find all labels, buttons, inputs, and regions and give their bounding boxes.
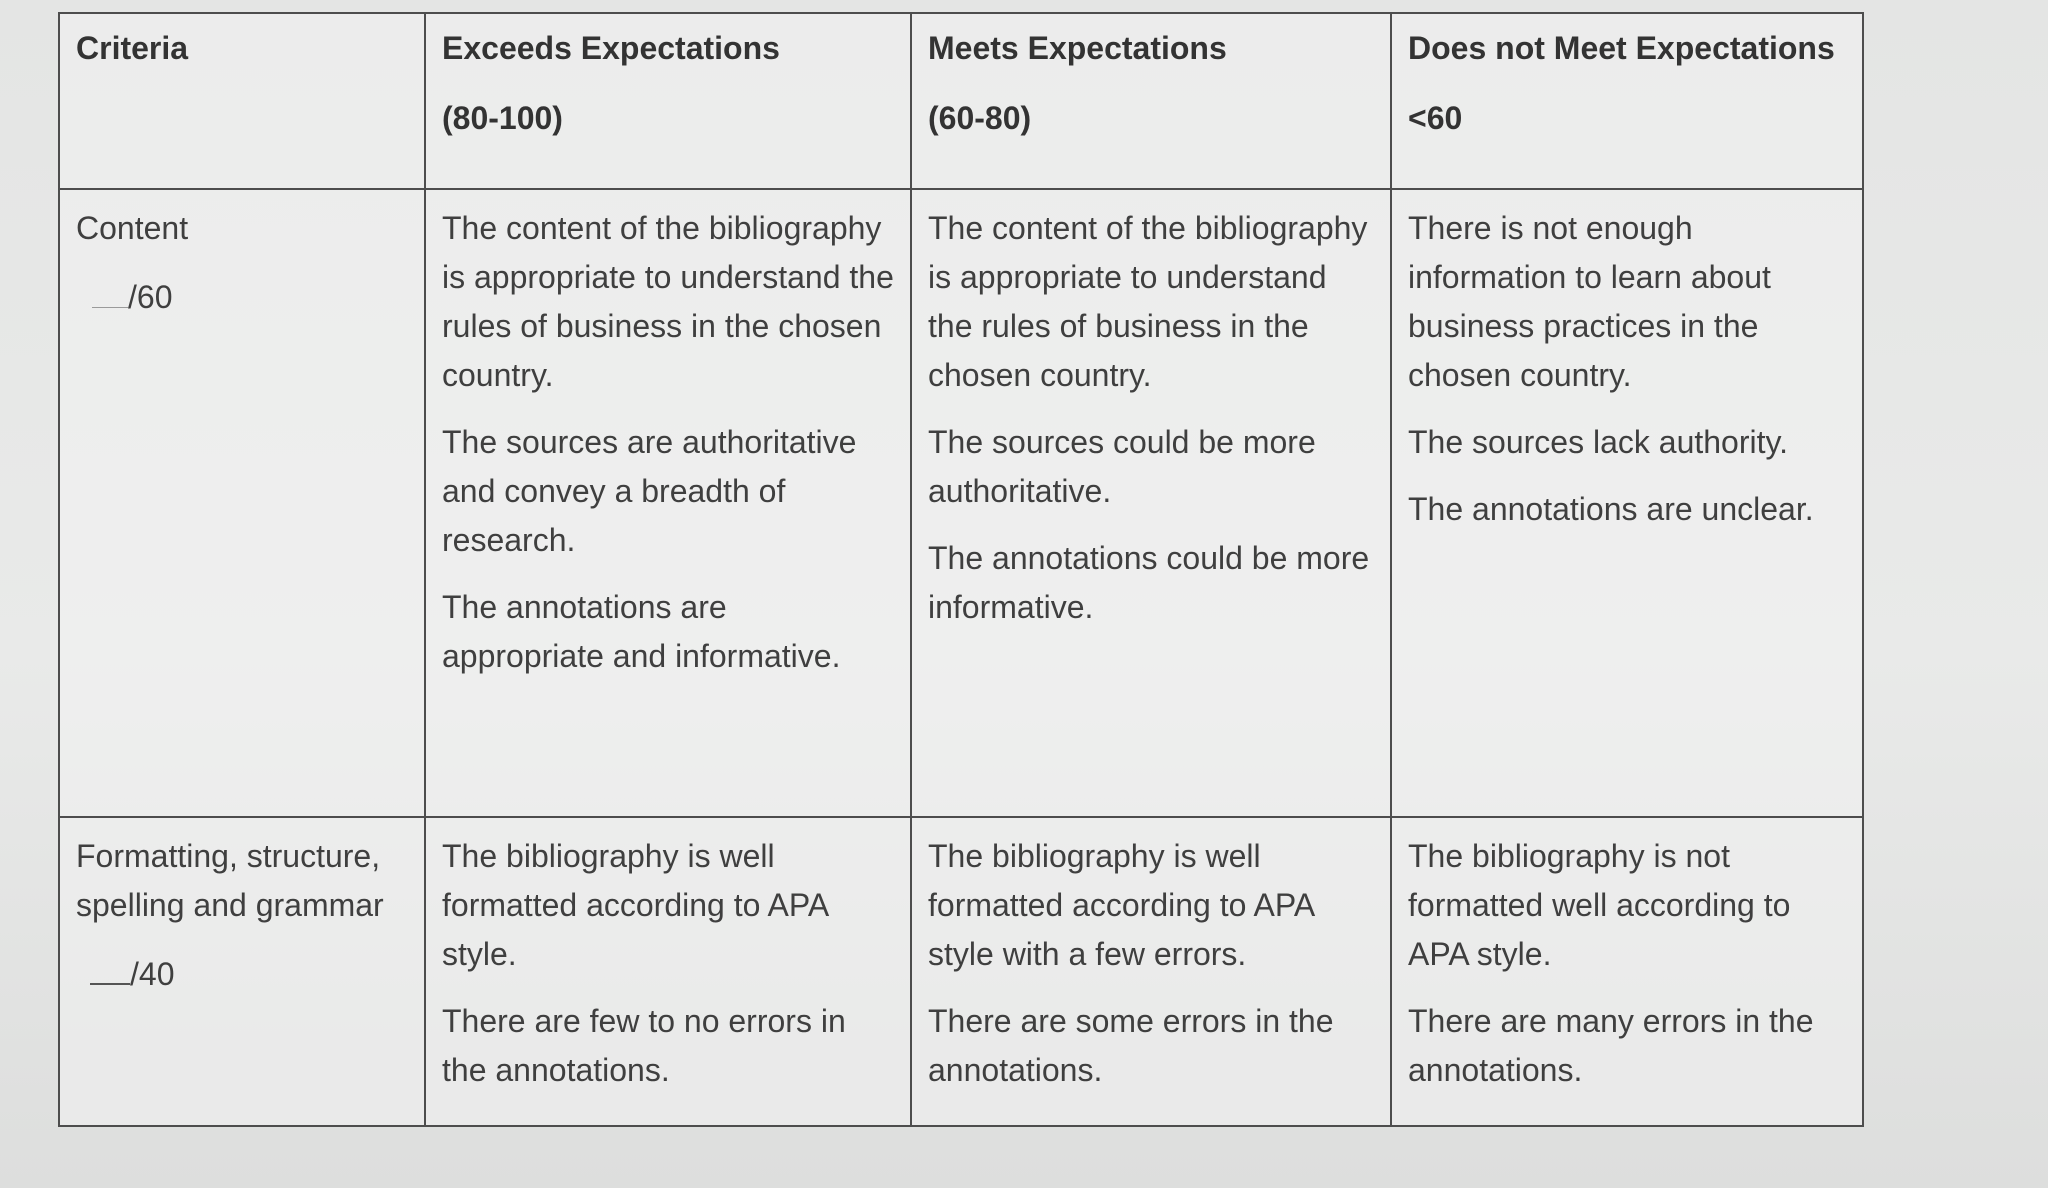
header-exceeds-title: Exceeds Expectations	[442, 30, 780, 66]
formatting-exceeds-cell	[425, 817, 911, 1126]
formatting-not-meet-cell	[1391, 817, 1863, 1126]
content-exceeds-cell	[425, 189, 911, 817]
rubric-table	[58, 12, 1864, 1127]
header-not-meet-title: Does not Meet Expectations	[1408, 30, 1835, 66]
header-meets-range: (60-80)	[928, 100, 1032, 136]
content-not-meet-text: The sources lack authority.	[1408, 424, 1789, 460]
formatting-criteria-cell	[59, 817, 425, 1126]
content-meets-text: The sources could be more authoritative.	[928, 424, 1316, 509]
formatting-not-meet-text: The bibliography is not formatted well according to APA style.	[1408, 838, 1791, 972]
formatting-exceeds-text: There are few to no errors in the annotations.	[442, 1003, 846, 1088]
header-meets	[911, 13, 1391, 189]
header-row	[59, 13, 1863, 189]
header-meets-title: Meets Expectations	[928, 30, 1227, 66]
content-criteria-name: Content	[76, 210, 189, 246]
header-not-meet	[1391, 13, 1863, 189]
formatting-score-max: /40	[130, 956, 175, 992]
content-exceeds-text: The annotations are appropriate and informative.	[442, 589, 841, 674]
content-meets-text: The content of the bibliography is appropriate to understand the rules of business in the chosen country.	[928, 210, 1368, 393]
content-score	[92, 273, 408, 322]
content-not-meet-cell	[1391, 189, 1863, 817]
content-meets-cell	[911, 189, 1391, 817]
formatting-not-meet-text: There are many errors in the annotations.	[1408, 1003, 1814, 1088]
header-exceeds	[425, 13, 911, 189]
header-not-meet-range: <60	[1408, 100, 1463, 136]
content-not-meet-text: The annotations are unclear.	[1408, 491, 1814, 527]
content-exceeds-text: The sources are authoritative and convey a breadth of research.	[442, 424, 857, 558]
formatting-criteria-name: Formatting, structure, spelling and grammar	[76, 838, 384, 923]
formatting-row	[59, 817, 1863, 1126]
content-exceeds-text: The content of the bibliography is appropriate to understand the rules of business in the chosen country.	[442, 210, 894, 393]
header-exceeds-range: (80-100)	[442, 100, 563, 136]
formatting-meets-text: There are some errors in the annotations.	[928, 1003, 1334, 1088]
content-criteria-cell	[59, 189, 425, 817]
content-meets-text: The annotations could be more informative.	[928, 540, 1370, 625]
header-criteria	[59, 13, 425, 189]
header-criteria-label: Criteria	[76, 30, 189, 66]
formatting-meets-text: The bibliography is well formatted according to APA style with a few errors.	[928, 838, 1314, 972]
formatting-score	[90, 950, 408, 999]
formatting-meets-cell	[911, 817, 1391, 1126]
content-score-blank	[92, 275, 128, 308]
formatting-exceeds-text: The bibliography is well formatted according to APA style.	[442, 838, 828, 972]
content-not-meet-text: There is not enough information to learn about business practices in the chosen country.	[1408, 210, 1771, 393]
content-row	[59, 189, 1863, 817]
formatting-score-blank	[90, 951, 130, 985]
content-score-max: /60	[128, 279, 173, 315]
